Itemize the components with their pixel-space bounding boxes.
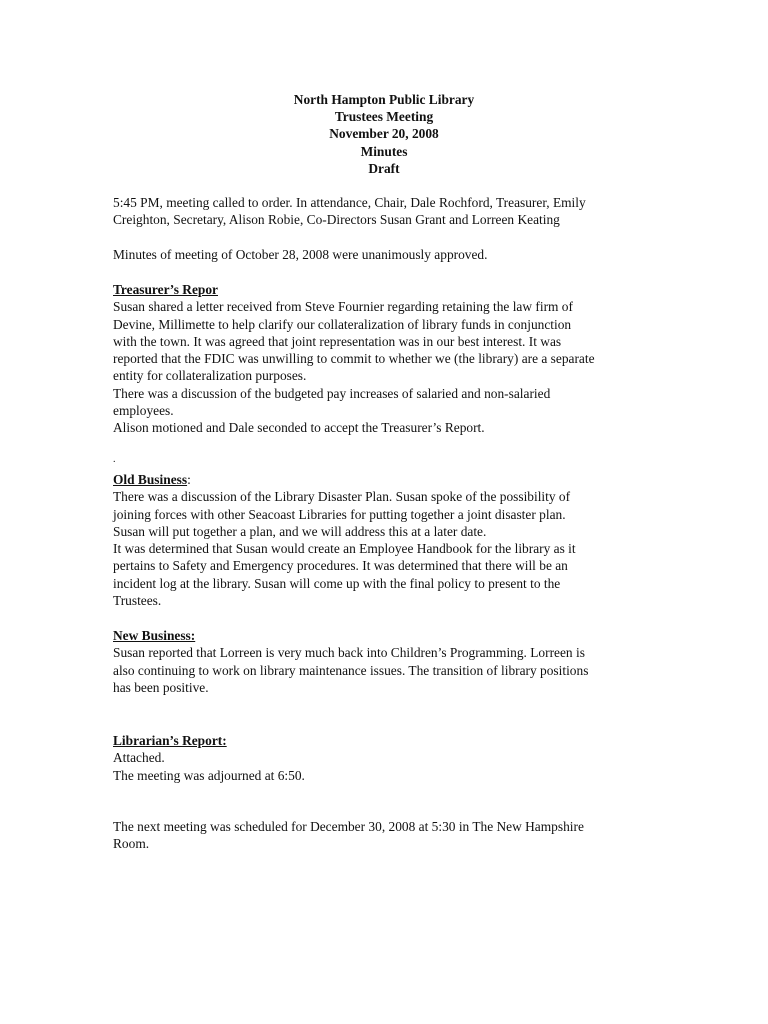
treasurer-line: employees.: [113, 403, 174, 419]
new-business-line: also continuing to work on library maintenance issues. The transition of library positions: [113, 662, 589, 678]
treasurer-line: There was a discussion of the budgeted pay increases of salaried and non-salaried: [113, 385, 551, 401]
next-meeting-paragraph: [113, 818, 673, 853]
librarian-section: [113, 732, 673, 784]
librarian-heading: Librarian’s Report:: [113, 733, 227, 748]
old-business-section: [113, 471, 673, 609]
old-business-line: pertains to Safety and Emergency procedures. It was determined that there will be an: [113, 558, 568, 574]
draft-label: Draft: [368, 160, 400, 176]
attendance-line: Creighton, Secretary, Alison Robie, Co-Directors Susan Grant and Lorreen Keating: [113, 212, 560, 228]
treasurer-line: reported that the FDIC was unwilling to commit to whether we (the library) are a separate: [113, 351, 595, 367]
attendance-paragraph: [113, 194, 673, 229]
old-business-line: incident log at the library. Susan will come up with the final policy to present to the: [113, 575, 561, 591]
document-type: Minutes: [360, 143, 408, 159]
treasurer-heading: Treasurer’s Repor: [113, 282, 218, 297]
librarian-line: Attached.: [113, 750, 165, 766]
treasurer-section: [113, 281, 673, 437]
treasurer-line: Alison motioned and Dale seconded to accept the Treasurer’s Report.: [113, 420, 485, 436]
meeting-type: Trustees Meeting: [334, 109, 434, 125]
treasurer-line: entity for collateralization purposes.: [113, 368, 307, 384]
next-meeting-line: Room.: [113, 836, 150, 852]
new-business-line: Susan reported that Lorreen is very much back into Children’s Programming. Lorreen is: [113, 645, 585, 661]
old-business-line: It was determined that Susan would create an Employee Handbook for the library as it: [113, 541, 576, 557]
attendance-line: 5:45 PM, meeting called to order. In attendance, Chair, Dale Rochford, Treasurer, Emily: [113, 195, 586, 210]
old-business-heading-row: [113, 471, 673, 488]
old-business-line: joining forces with other Seacoast Libraries for putting together a joint disaster plan.: [113, 506, 566, 522]
stray-mark-text: .: [113, 454, 116, 465]
treasurer-line: Devine, Millimette to help clarify our collateralization of library funds in conjunction: [113, 316, 572, 332]
old-business-line: Susan will put together a plan, and we will address this at a later date.: [113, 523, 487, 539]
treasurer-line: with the town. It was agreed that joint representation was in our best interest. It was: [113, 333, 562, 349]
treasurer-line: Susan shared a letter received from Steve Fournier regarding retaining the law firm of: [113, 299, 573, 315]
old-business-heading: Old Business: [113, 472, 188, 487]
old-business-colon: :: [187, 472, 191, 487]
next-meeting-line: The next meeting was scheduled for December 30, 2008 at 5:30 in The New Hampshire: [113, 819, 584, 834]
librarian-line: The meeting was adjourned at 6:50.: [113, 767, 305, 783]
meeting-date: November 20, 2008: [329, 126, 439, 142]
new-business-line: has been positive.: [113, 679, 209, 695]
document-header: [0, 91, 768, 177]
old-business-line: There was a discussion of the Library Disaster Plan. Susan spoke of the possibility of: [113, 489, 571, 505]
stray-mark: [113, 455, 673, 465]
old-business-line: Trustees.: [113, 593, 162, 609]
new-business-heading: New Business:: [113, 628, 196, 643]
library-name: North Hampton Public Library: [293, 92, 475, 107]
minutes-approval: [113, 246, 673, 263]
minutes-approval-text: Minutes of meeting of October 28, 2008 were unanimously approved.: [113, 247, 488, 262]
new-business-section: [113, 627, 673, 696]
